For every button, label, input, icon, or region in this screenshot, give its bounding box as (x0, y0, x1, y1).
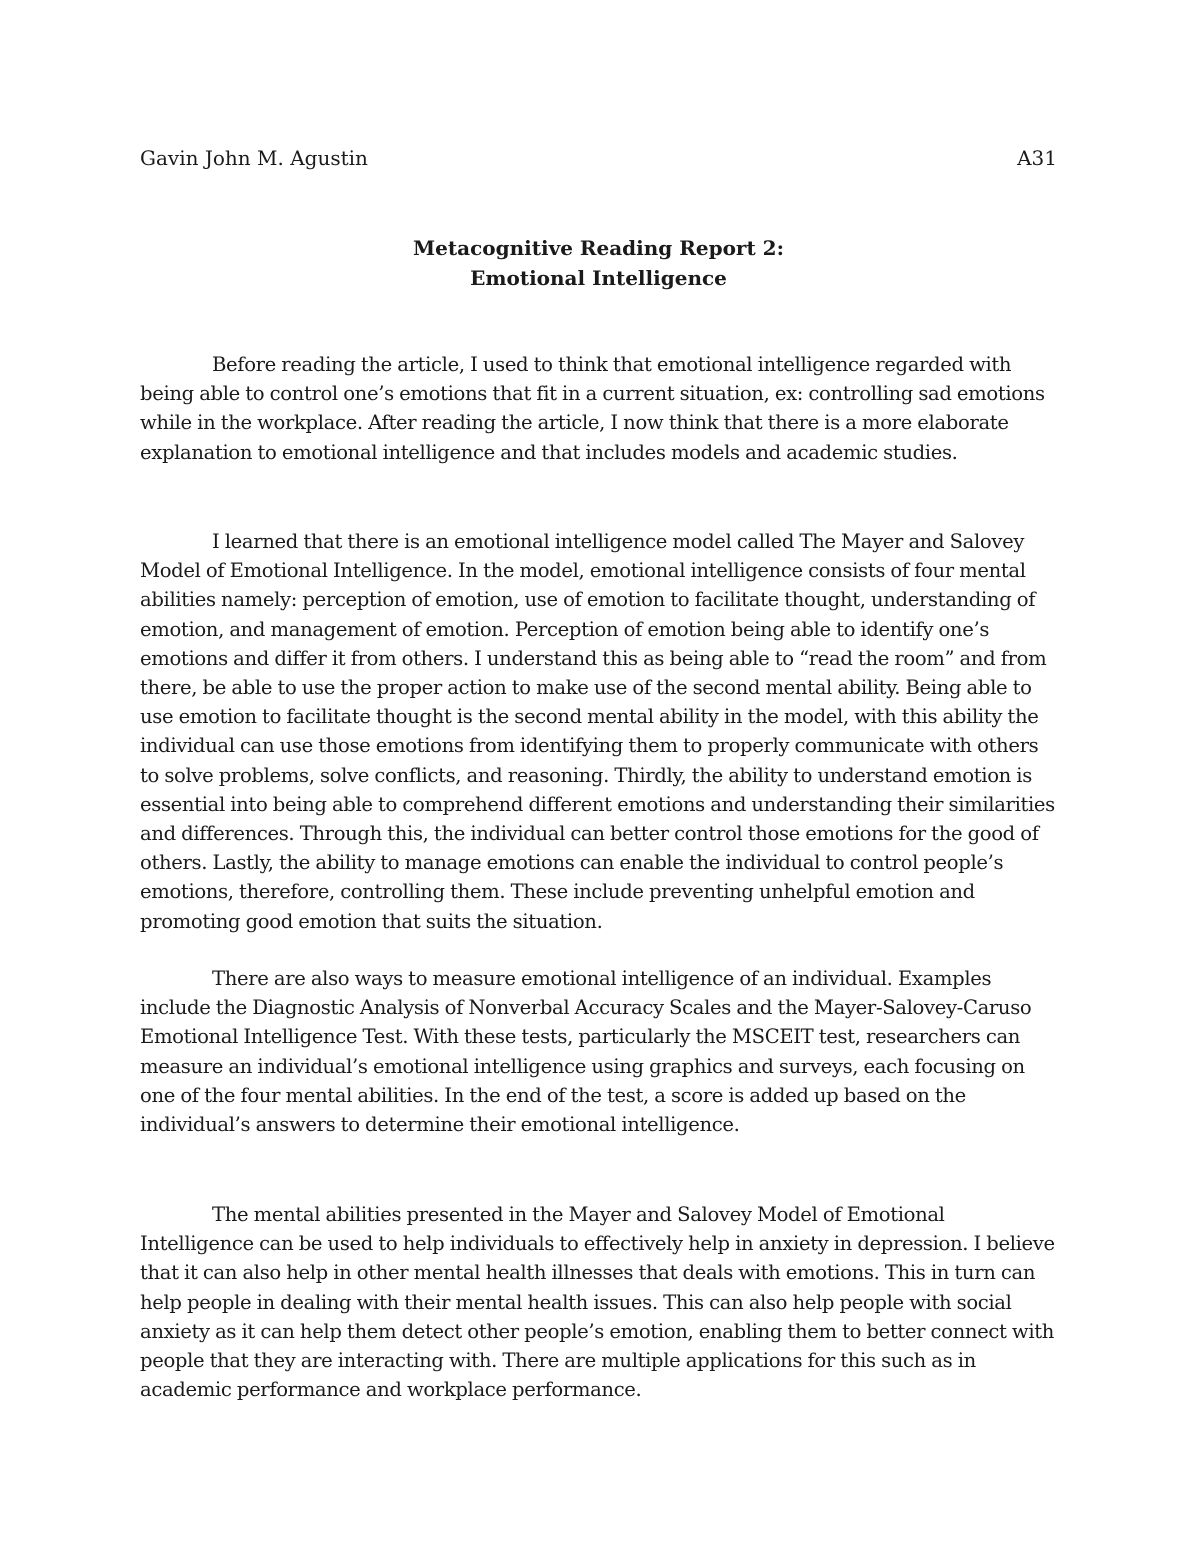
author-name: Gavin John M. Agustin (140, 146, 368, 170)
report-title (140, 233, 1057, 293)
section-code: A31 (1017, 146, 1057, 170)
paragraph-applications: The mental abilities presented in the Mayer and Salovey Model of Emotional Intelligence can be used to help individuals to effectively help in anxiety in depression. I believe that it can also help in other mental health illnesses that deals with emotions. This in turn can help people in dealing with their mental health issues. This can also help people with social anxiety as it can help them detect other people’s emotion, enabling them to better connect with people that they are interacting with. There are multiple applications for this such as in academic performance and workplace performance. (140, 1203, 1055, 1402)
document-header (140, 146, 1057, 170)
title-line-1: Metacognitive Reading Report 2: (413, 236, 784, 260)
paragraph-before-after: Before reading the article, I used to think that emotional intelligence regarded with being able to control one’s emotions that fit in a current situation, ex: controlling sad emotions while in the workplace. After reading the article, I now think that there is a more elaborate explanation to emotional intelligence and that includes models and academic studies. (140, 353, 1045, 464)
title-line-2: Emotional Intelligence (470, 266, 727, 290)
paragraph-measurement: There are also ways to measure emotional intelligence of an individual. Examples include the Diagnostic Analysis of Nonverbal Accuracy Scales and the Mayer-Salovey-Caruso Emotional Intelligence Test. With these tests, particularly the MSCEIT test, researchers can measure an individual’s emotional intelligence using graphics and surveys, each focusing on one of the four mental abilities. In the end of the test, a score is added up based on the individual’s answers to determine their emotional intelligence. (140, 967, 1032, 1137)
paragraph-model-description: I learned that there is an emotional intelligence model called The Mayer and Salovey Model of Emotional Intelligence. In the model, emotional intelligence consists of four mental abilities namely: perception of emotion, use of emotion to facilitate thought, understanding of emotion, and management of emotion. Perception of emotion being able to identify one’s emotions and differ it from others. I understand this as being able to “read the room” and from there, be able to use the proper action to make use of the second mental ability. Being able to use emotion to facilitate thought is the second mental ability in the model, with this ability the individual can use those emotions from identifying them to properly communicate with others to solve problems, solve conflicts, and reasoning. Thirdly, the ability to understand emotion is essential into being able to comprehend different emotions and understanding their similarities and differences. Through this, the individual can better control those emotions for the good of others. Lastly, the ability to manage emotions can enable the individual to control people’s emotions, therefore, controlling them. These include preventing unhelpful emotion and promoting good emotion that suits the situation. (140, 530, 1055, 933)
